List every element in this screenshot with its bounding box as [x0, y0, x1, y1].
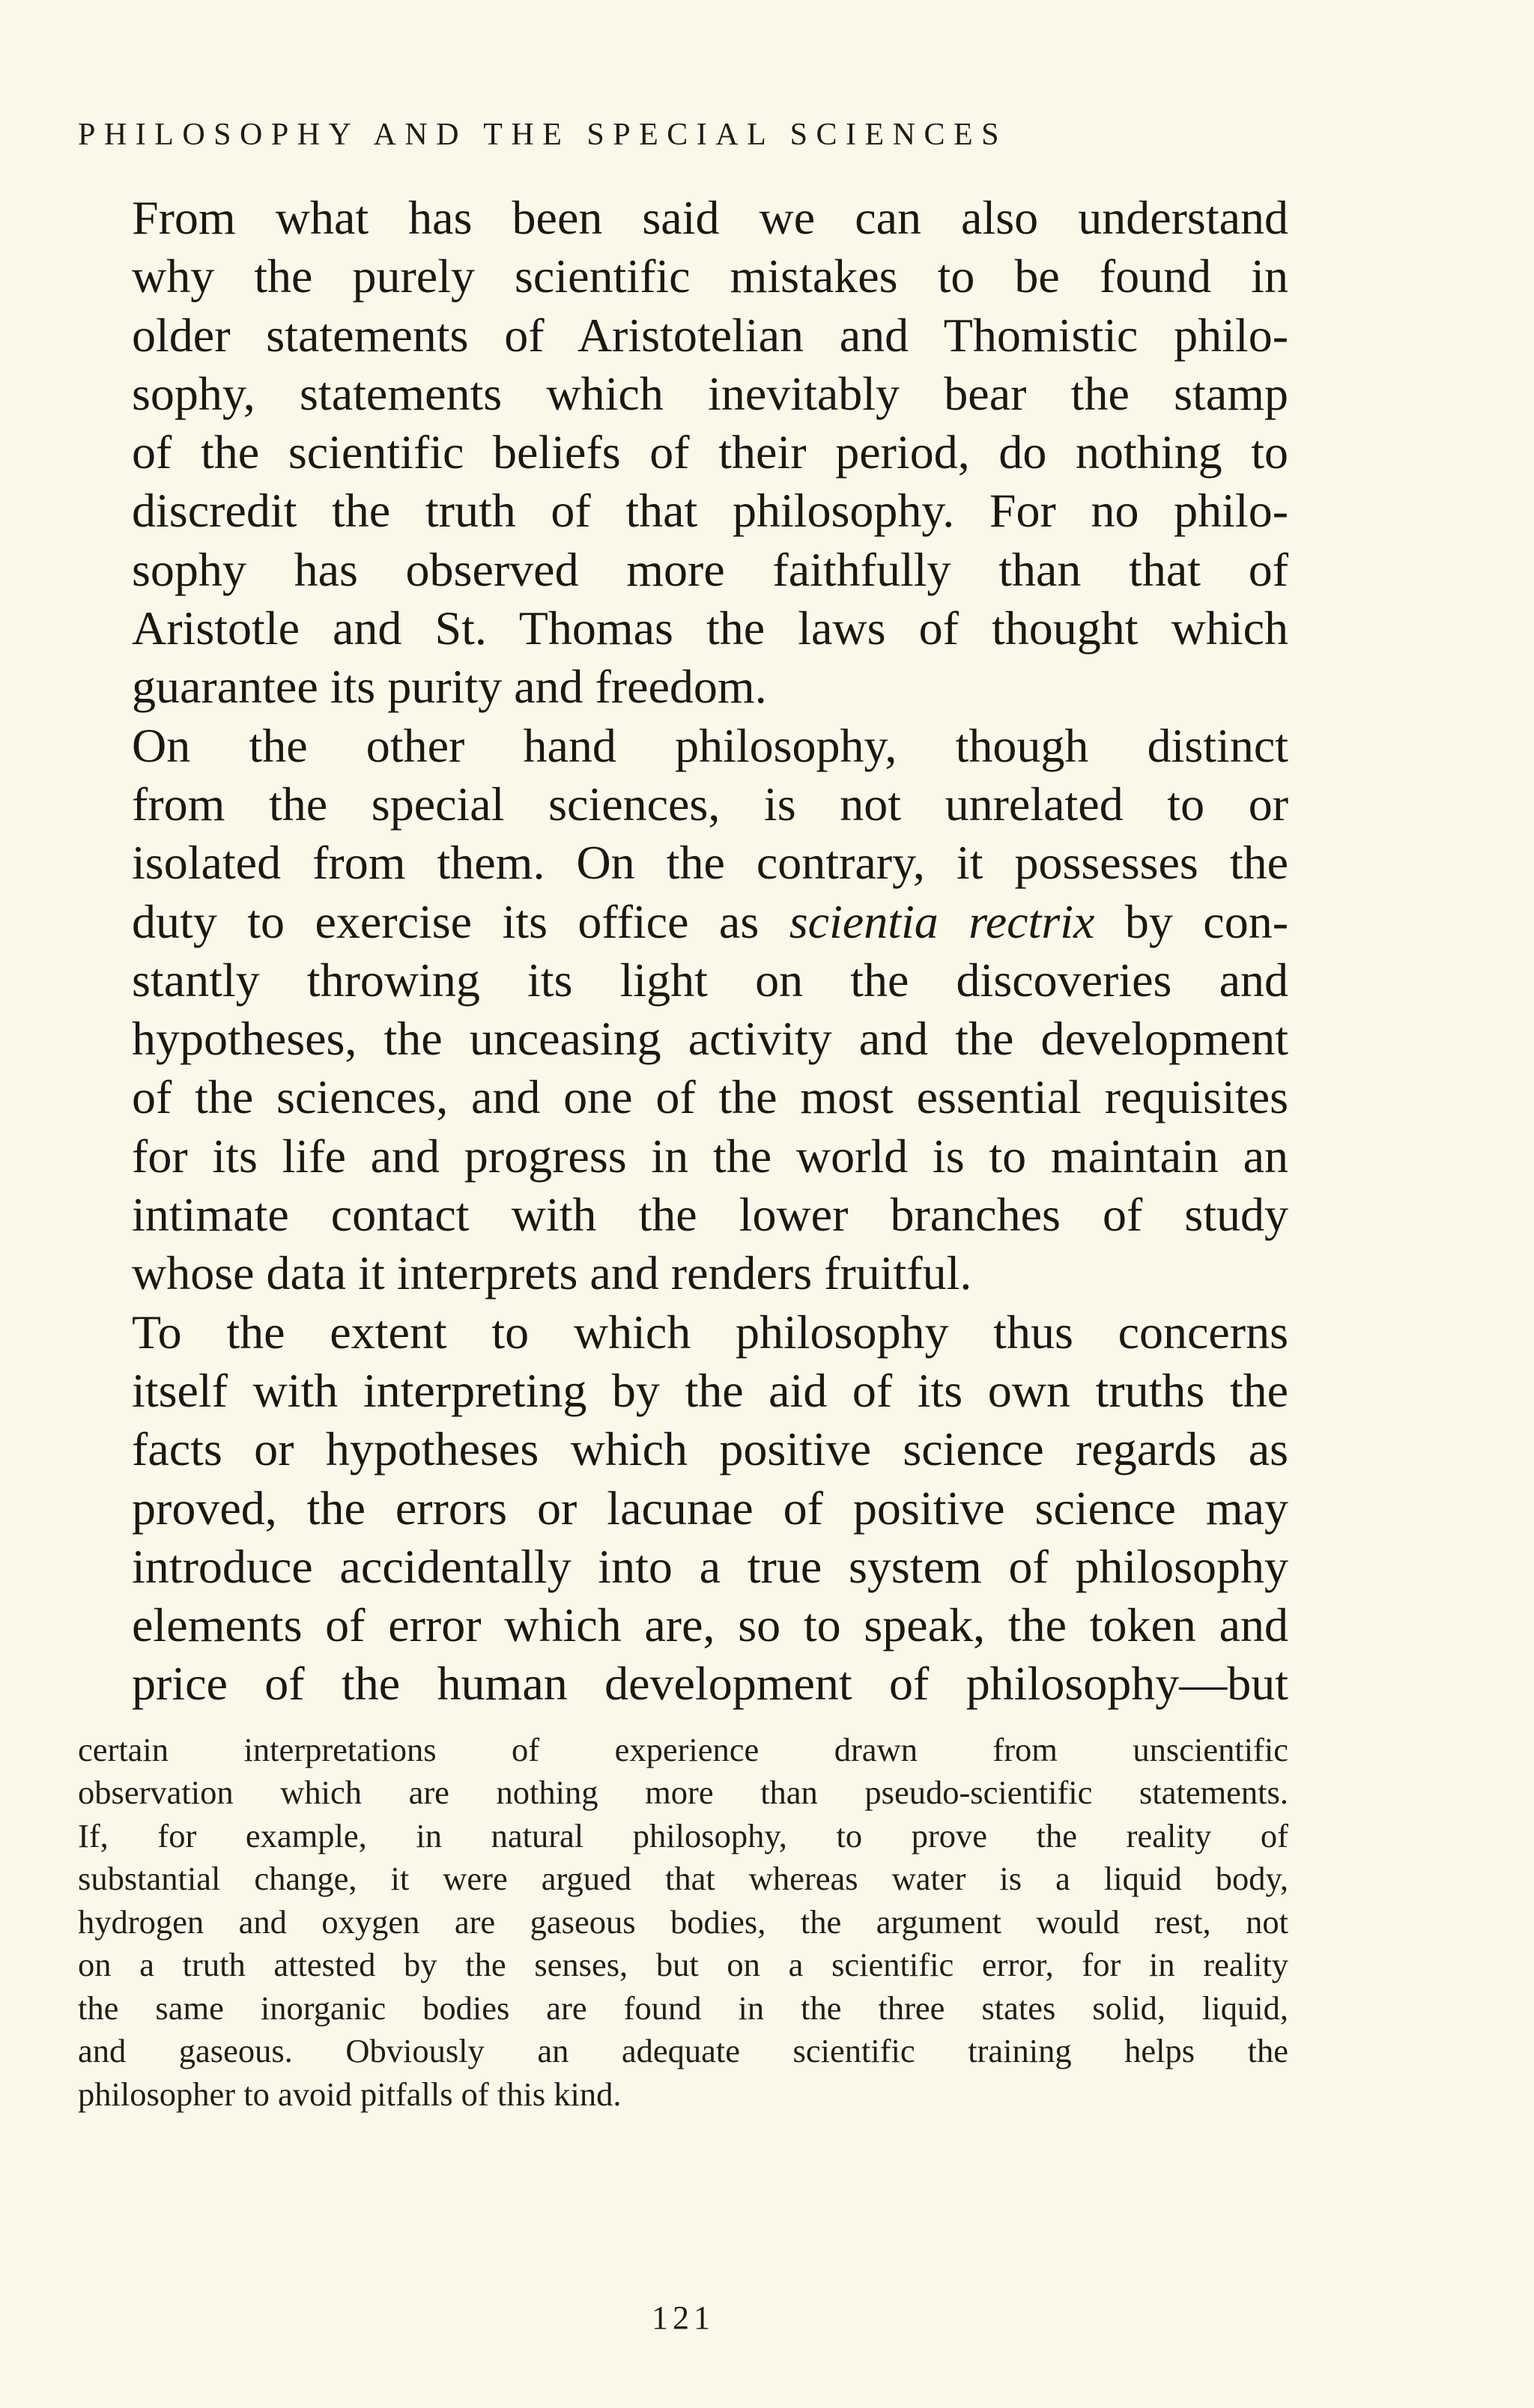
- text-line: isolated from them. On the contrary, it possesses the: [132, 836, 1288, 890]
- text-line: of the scientific beliefs of their period, do nothing to: [132, 425, 1288, 479]
- text-line: To the extent to which philosophy thus concerns: [132, 1305, 1288, 1359]
- page-content: [78, 112, 1289, 2336]
- text-line: price of the human development of philosophy—but: [132, 1657, 1288, 1711]
- text-line: proved, the errors or lacunae of positive science may: [132, 1481, 1288, 1535]
- text-line: introduce accidentally into a true system of philosophy: [132, 1539, 1288, 1593]
- text-line: stantly throwing its light on the discoveries and: [132, 953, 1288, 1007]
- page-number: 121: [652, 2299, 715, 2336]
- text-line: From what has been said we can also understand: [132, 191, 1288, 244]
- text-line: sophy, statements which inevitably bear the stamp: [132, 366, 1288, 420]
- text-line: why the purely scientific mistakes to be found in: [132, 249, 1288, 303]
- text-segment: duty to exercise its office as: [132, 894, 789, 948]
- text-line: for its life and progress in the world is to maintain an: [132, 1129, 1288, 1183]
- text-line-with-italic: [78, 893, 1288, 951]
- text-line: intimate contact with the lower branches of study: [132, 1188, 1288, 1242]
- text-line: facts or hypotheses which positive science regards as: [132, 1422, 1288, 1476]
- text-line: guarantee its purity and freedom.: [132, 660, 767, 714]
- text-line: elements of error which are, so to speak, the token and: [132, 1598, 1288, 1652]
- paragraph-2: [78, 717, 1288, 1303]
- running-head: PHILOSOPHY AND THE SPECIAL SCIENCES: [78, 118, 1008, 152]
- latin-term-scientia-rectrix: scientia rectrix: [789, 894, 1095, 948]
- footnote-line: hydrogen and oxygen are gaseous bodies, the argument would rest, not: [78, 1902, 1288, 1941]
- footnote-line: and gaseous. Obviously an adequate scientific training helps the: [78, 2032, 1288, 2070]
- paragraph-3: [78, 1303, 1288, 1714]
- text-line: On the other hand philosophy, though distinct: [132, 718, 1288, 772]
- footnote-line: substantial change, it were argued that whereas water is a liquid body,: [78, 1860, 1288, 1898]
- footnote-continuation: [78, 1729, 1288, 2117]
- text-line: sophy has observed more faithfully than that of: [132, 542, 1288, 596]
- footnote-line: observation which are nothing more than pseudo-scientific statements.: [78, 1774, 1288, 1812]
- text-line: older statements of Aristotelian and Thomistic philo-: [132, 308, 1288, 362]
- text-line: Aristotle and St. Thomas the laws of thought which: [132, 601, 1288, 655]
- text-segment: by con-: [1094, 894, 1289, 948]
- paragraph-1: [78, 189, 1288, 717]
- text-line: whose data it interprets and renders fruitful.: [132, 1246, 972, 1300]
- footnote-line: philosopher to avoid pitfalls of this kind.: [78, 2075, 622, 2113]
- text-line: from the special sciences, is not unrelated to or: [132, 777, 1288, 831]
- footnote-line: If, for example, in natural philosophy, to prove the reality of: [78, 1816, 1288, 1854]
- text-line: hypotheses, the unceasing activity and the development: [132, 1012, 1288, 1066]
- footnote-line: the same inorganic bodies are found in the three states solid, liquid,: [78, 1989, 1288, 2027]
- text-line: of the sciences, and one of the most essential requisites: [132, 1070, 1288, 1124]
- footnote-line: certain interpretations of experience drawn from unscientific: [78, 1730, 1288, 1768]
- footnote-line: on a truth attested by the senses, but on a scientific error, for in reality: [78, 1946, 1288, 1984]
- text-line: discredit the truth of that philosophy. For no philo-: [132, 484, 1288, 538]
- text-line: itself with interpreting by the aid of its own truths the: [132, 1363, 1288, 1417]
